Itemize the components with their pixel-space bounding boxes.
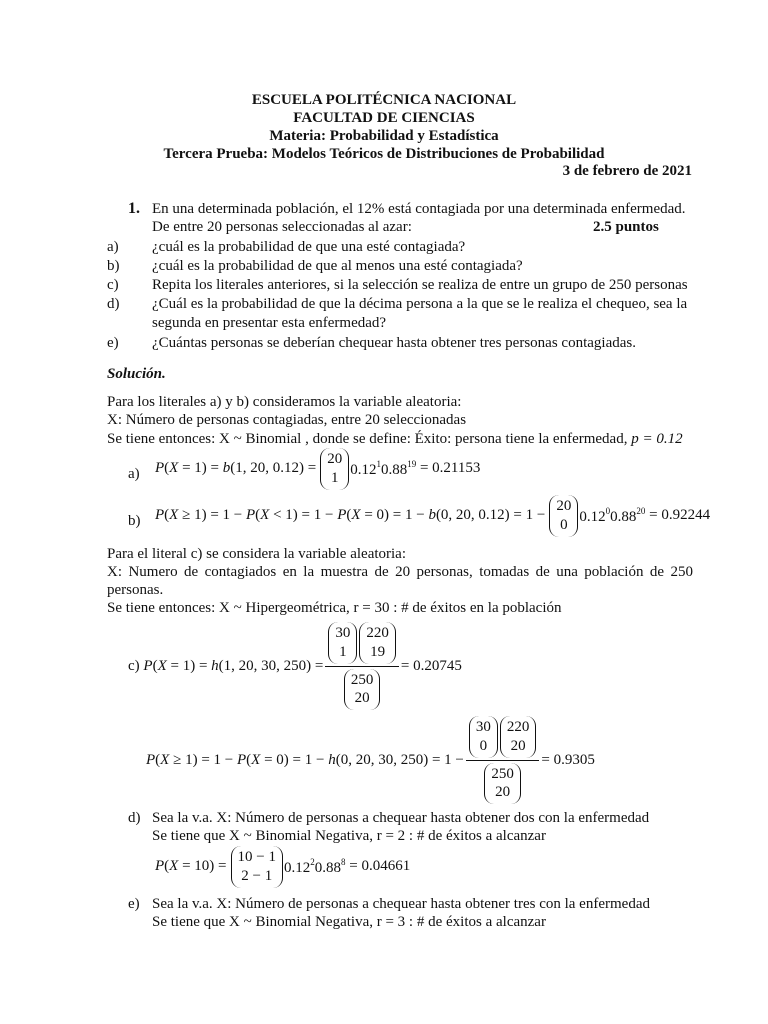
solution-paragraph: X: Número de personas contagiadas, entre 20 seleccionadas (107, 412, 467, 428)
solution-paragraph: personas. (107, 582, 164, 598)
item-text: ¿cuál es la probabilidad de que una esté contagiada? (152, 239, 466, 255)
item-text: ¿Cuántas personas se deberían chequear hasta obtener tres personas contagiadas. (152, 335, 636, 351)
exam-date: 3 de febrero de 2021 (562, 163, 692, 179)
question-points: 2.5 puntos (593, 219, 659, 235)
school-name: ESCUELA POLITÉCNICA NACIONAL (251, 92, 517, 108)
part-a-label: a) (128, 466, 140, 482)
item-label: a) (107, 239, 119, 255)
item-text: ¿Cuál es la probabilidad de que la décima persona a la que se le realiza el chequeo, sea la (152, 296, 688, 312)
solution-paragraph: Para el literal c) se considera la variable aleatoria: (107, 546, 407, 562)
part-c-formula: c) P(X = 1) = h(1, 20, 30, 250) = 30 1 220 19 250 20 = 0.20745 (128, 622, 462, 710)
part-c2-formula: P(X ≥ 1) = 1 − P(X = 0) = 1 − h(0, 20, 30, 250) = 1 − 30 0 220 20 250 20 = 0.9305 (146, 716, 595, 804)
item-text: segunda en presentar esta enfermedad? (152, 315, 387, 331)
part-e-line: Se tiene que X ~ Binomial Negativa, r = 3 : # de éxitos a alcanzar (152, 914, 546, 930)
item-label: d) (107, 296, 120, 312)
item-label: c) (107, 277, 119, 293)
part-d-label: d) (128, 810, 141, 826)
solution-heading: Solución. (107, 366, 166, 382)
part-b-formula: P(X ≥ 1) = 1 − P(X < 1) = 1 − P(X = 0) = 1 − b(0, 20, 0.12) = 1 − 20 0 0.12$^0$0.88$^{20}$ = 0.92244 (155, 495, 710, 537)
part-e-line: Sea la v.a. X: Número de personas a chequear hasta obtener tres con la enfermedad (152, 896, 650, 912)
part-d-line: Sea la v.a. X: Número de personas a chequear hasta obtener dos con la enfermedad (152, 810, 650, 826)
solution-paragraph: X: Numero de contagiados en la muestra de 20 personas, tomadas de una población de 250 (107, 564, 693, 580)
question-number: 1. (128, 200, 140, 217)
part-b-label: b) (128, 513, 141, 529)
part-a-formula: P(X = 1) = b(1, 20, 0.12) = 20 1 0.12$^1$0.88$^{19}$ = 0.21153 (155, 448, 480, 490)
question-line-2: De entre 20 personas seleccionadas al azar: (152, 219, 412, 235)
part-d-line: Se tiene que X ~ Binomial Negativa, r = 2 : # de éxitos a alcanzar (152, 828, 546, 844)
exam-title: Tercera Prueba: Modelos Teóricos de Distribuciones de Probabilidad (163, 146, 605, 162)
part-d-formula: P(X = 10) = 10 − 1 2 − 1 0.12$^2$0.88$^8$ = 0.04661 (155, 846, 410, 888)
item-label: e) (107, 335, 119, 351)
solution-paragraph: Para los literales a) y b) consideramos la variable aleatoria: (107, 394, 462, 410)
solution-paragraph: Se tiene entonces: X ~ Hipergeométrica, r = 30 : # de éxitos en la población (107, 600, 562, 616)
item-text: Repita los literales anteriores, si la selección se realiza de entre un grupo de 250 personas (152, 277, 688, 293)
item-label: b) (107, 258, 120, 274)
item-text: ¿cuál es la probabilidad de que al menos una esté contagiada? (152, 258, 523, 274)
faculty-name: FACULTAD DE CIENCIAS (293, 110, 475, 126)
solution-paragraph: Se tiene entonces: X ~ Binomial , donde se define: Éxito: persona tiene la enfermedad, p = 0.12 (107, 431, 683, 447)
part-e-label: e) (128, 896, 140, 912)
subject-title: Materia: Probabilidad y Estadística (269, 128, 499, 144)
question-line-1: En una determinada población, el 12% está contagiada por una determinada enfermedad. (152, 201, 686, 217)
